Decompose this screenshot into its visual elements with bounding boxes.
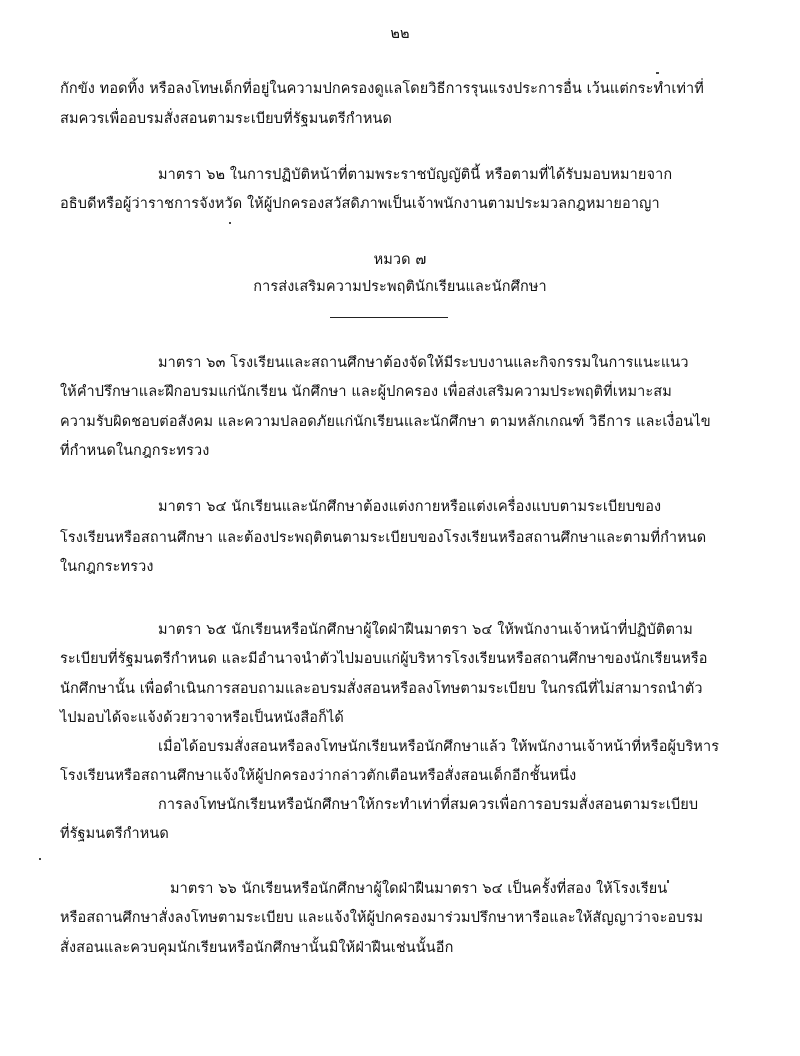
section-65-line: การลงโทษนักเรียนหรือนักศึกษาให้กระทำเท่าที่สมควรเพื่อการอบรมสั่งสอนตามระเบียบ <box>158 797 699 813</box>
scan-speck <box>229 222 231 224</box>
section-65-line: มาตรา ๖๕ นักเรียนหรือนักศึกษาผู้ใดฝ่าฝืนมาตรา ๖๔ ให้พนักงานเจ้าหน้าที่ปฏิบัติตาม <box>158 622 693 638</box>
section-65-line: ไปมอบได้จะแจ้งด้วยวาจาหรือเป็นหนังสือก็ได้ <box>60 710 344 726</box>
page-number: ๒๒ <box>390 26 410 42</box>
section-65-line: โรงเรียนหรือสถานศึกษาแจ้งให้ผู้ปกครองว่ากล่าวตักเตือนหรือสั่งสอนเด็กอีกชั้นหนึ่ง <box>60 768 577 784</box>
scan-speck <box>656 72 659 74</box>
section-64-line: โรงเรียนหรือสถานศึกษา และต้องประพฤติตนตามระเบียบของโรงเรียนหรือสถานศึกษาและตามที่กำหนด <box>60 530 707 546</box>
section-65-line: ระเบียบที่รัฐมนตรีกำหนด และมีอำนาจนำตัวไปมอบแก่ผู้บริหารโรงเรียนหรือสถานศึกษาของนักเรียนหรือ <box>60 651 708 667</box>
section-64-line: มาตรา ๖๔ นักเรียนและนักศึกษาต้องแต่งกายหรือแต่งเครื่องแบบตามระเบียบของ <box>158 499 662 515</box>
heading-divider <box>330 317 448 318</box>
section-63-line: ความรับผิดชอบต่อสังคม และความปลอดภัยแก่นักเรียนและนักศึกษา ตามหลักเกณฑ์ วิธีการ และเงื่อนไข <box>60 414 711 430</box>
scan-speck <box>667 880 669 883</box>
section-62-line: อธิบดีหรือผู้ว่าราชการจังหวัด ให้ผู้ปกครองสวัสดิภาพเป็นเจ้าพนักงานตามประมวลกฎหมายอาญา <box>60 196 660 212</box>
scan-speck <box>39 858 41 860</box>
section-66-line: มาตรา ๖๖ นักเรียนหรือนักศึกษาผู้ใดฝ่าฝืนมาตรา ๖๔ เป็นครั้งที่สอง ให้โรงเรียน <box>170 881 668 897</box>
chapter-title: การส่งเสริมความประพฤตินักเรียนและนักศึกษา <box>253 279 547 295</box>
paragraph-line: กักขัง ทอดทิ้ง หรือลงโทษเด็กที่อยู่ในความปกครองดูแลโดยวิธีการรุนแรงประการอื่น เว้นแต่กระทำเท่าที่ <box>60 81 704 97</box>
section-64-line: ในกฎกระทรวง <box>60 559 154 575</box>
section-63-line: มาตรา ๖๓ โรงเรียนและสถานศึกษาต้องจัดให้มีระบบงานและกิจกรรมในการแนะแนว <box>158 355 689 371</box>
section-66-line: สั่งสอนและควบคุมนักเรียนหรือนักศึกษานั้นมิให้ฝ่าฝืนเช่นนั้นอีก <box>60 940 454 956</box>
section-63-line: ที่กำหนดในกฎกระทรวง <box>60 443 210 459</box>
section-65-line: เมื่อได้อบรมสั่งสอนหรือลงโทษนักเรียนหรือนักศึกษาแล้ว ให้พนักงานเจ้าหน้าที่หรือผู้บริหาร <box>158 739 720 755</box>
paragraph-line: สมควรเพื่ออบรมสั่งสอนตามระเบียบที่รัฐมนตรีกำหนด <box>60 111 393 127</box>
chapter-number: หมวด ๗ <box>373 252 427 268</box>
section-66-line: หรือสถานศึกษาสั่งลงโทษตามระเบียบ และแจ้งให้ผู้ปกครองมาร่วมปรึกษาหารือและให้สัญญาว่าจะอบรม <box>60 910 704 926</box>
section-63-line: ให้คำปรึกษาและฝึกอบรมแก่นักเรียน นักศึกษา และผู้ปกครอง เพื่อส่งเสริมความประพฤติที่เหมาะสม <box>60 384 672 400</box>
section-62-line: มาตรา ๖๒ ในการปฏิบัติหน้าที่ตามพระราชบัญญัตินี้ หรือตามที่ได้รับมอบหมายจาก <box>158 167 673 183</box>
section-65-line: นักศึกษานั้น เพื่อดำเนินการสอบถามและอบรมสั่งสอนหรือลงโทษตามระเบียบ ในกรณีที่ไม่สามารถนำตัว <box>60 681 703 697</box>
section-65-line: ที่รัฐมนตรีกำหนด <box>60 826 169 842</box>
